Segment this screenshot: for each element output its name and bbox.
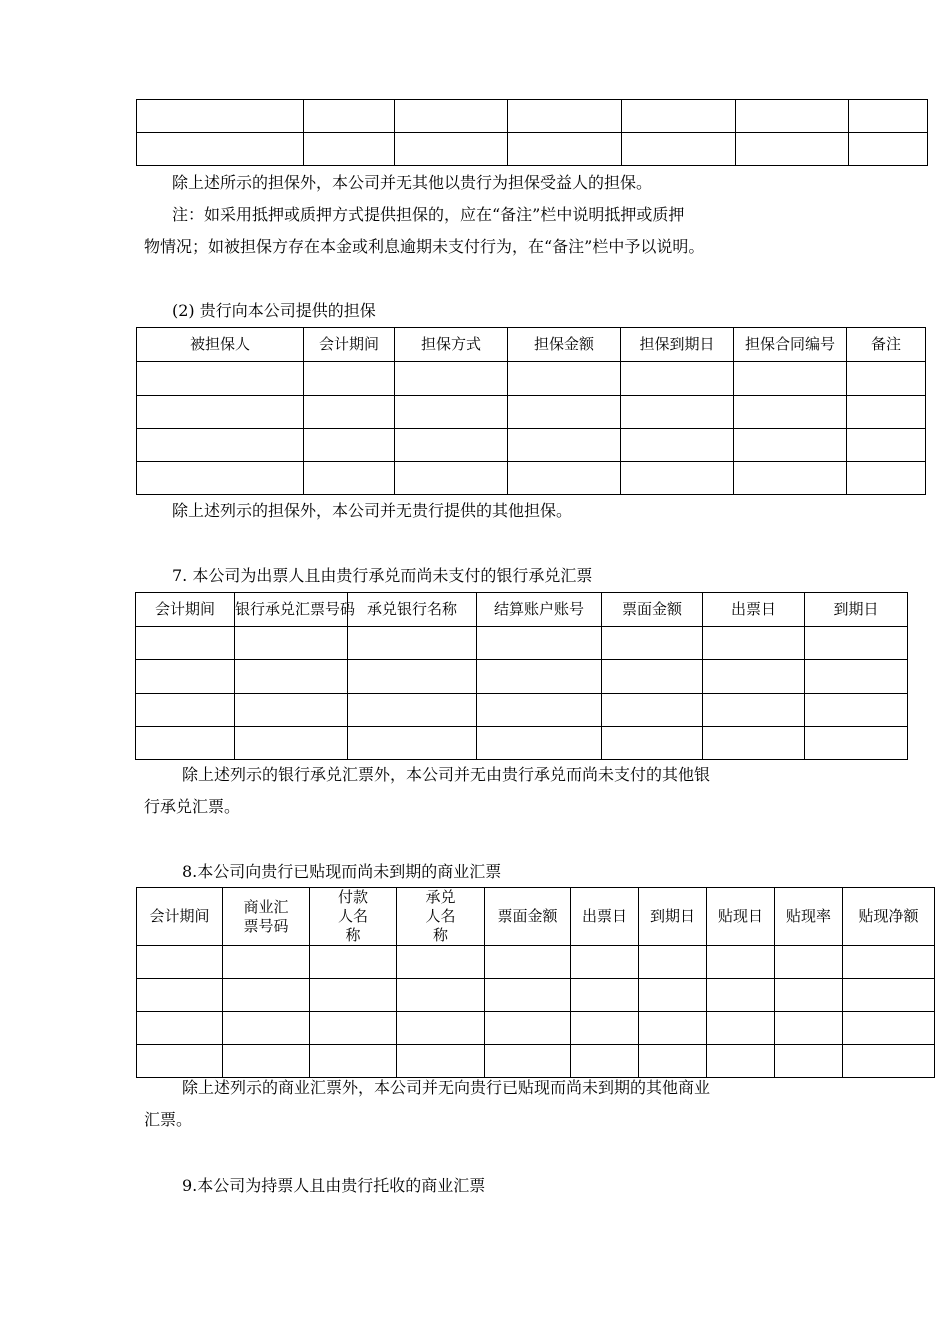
header-cell: 银行承兑汇票号码 [235, 593, 348, 627]
table-header-row [137, 888, 935, 946]
header-cell: 担保方式 [395, 328, 508, 362]
header-cell: 担保到期日 [621, 328, 734, 362]
header-cell: 担保合同编号 [734, 328, 847, 362]
header-cell: 会计期间 [136, 593, 235, 627]
section-7-heading: 7. 本公司为出票人且由贵行承兑而尚未支付的银行承兑汇票 [172, 566, 593, 585]
header-cell: 出票日 [571, 888, 639, 946]
header-cell: 担保金额 [508, 328, 621, 362]
header-cell: 到期日 [639, 888, 707, 946]
header-cell: 票面金额 [602, 593, 703, 627]
section-9-heading: 9.本公司为持票人且由贵行托收的商业汇票 [182, 1176, 486, 1195]
guarantee-footer-text: 除上述列示的担保外，本公司并无贵行提供的其他担保。 [172, 501, 573, 520]
header-cell: 商业汇票号码 [223, 888, 310, 946]
header-cell: 贴现日 [707, 888, 775, 946]
header-cell: 到期日 [805, 593, 908, 627]
header-cell: 付款人名称 [310, 888, 397, 946]
section-8-heading: 8.本公司向贵行已贴现而尚未到期的商业汇票 [182, 862, 502, 881]
header-cell: 贴现净额 [843, 888, 935, 946]
acceptance-footer-line-1: 除上述列示的银行承兑汇票外，本公司并无由贵行承兑而尚未支付的其他银 [182, 765, 711, 784]
table-header-row [136, 593, 908, 627]
discounted-bill-table [136, 887, 935, 1078]
table-row [137, 1045, 935, 1078]
acceptance-footer-line-2: 行承兑汇票。 [144, 797, 241, 816]
table-row [137, 133, 928, 166]
discount-footer-line-2: 汇票。 [144, 1110, 193, 1129]
guarantee-summary-text: 除上述所示的担保外，本公司并无其他以贵行为担保受益人的担保。 [172, 173, 653, 192]
header-cell: 承兑人名称 [397, 888, 485, 946]
table-row [137, 946, 935, 979]
top-continuation-table [136, 99, 928, 166]
table-row [137, 396, 926, 429]
table-header-row [137, 328, 926, 362]
acceptance-bill-table [135, 592, 908, 760]
guarantee-table [136, 327, 926, 495]
discount-footer-line-1: 除上述列示的商业汇票外，本公司并无向贵行已贴现而尚未到期的其他商业 [182, 1078, 711, 1097]
table-row [137, 429, 926, 462]
table-row [136, 660, 908, 694]
note-line-1: 注：如采用抵押或质押方式提供担保的，应在“备注”栏中说明抵押或质押 [172, 205, 685, 224]
header-cell: 被担保人 [137, 328, 304, 362]
header-cell: 承兑银行名称 [348, 593, 477, 627]
table-row [136, 694, 908, 727]
header-cell: 备注 [847, 328, 926, 362]
table-row [137, 1012, 935, 1045]
header-cell: 出票日 [703, 593, 805, 627]
header-cell: 票面金额 [485, 888, 571, 946]
section-guarantee-heading: (2) 贵行向本公司提供的担保 [172, 301, 376, 320]
header-cell: 结算账户账号 [477, 593, 602, 627]
table-row [137, 362, 926, 396]
table-row [137, 462, 926, 495]
table-row [136, 727, 908, 760]
header-cell: 会计期间 [137, 888, 223, 946]
header-cell: 会计期间 [304, 328, 395, 362]
header-cell: 贴现率 [775, 888, 843, 946]
note-line-2: 物情况；如被担保方存在本金或利息逾期未支付行为，在“备注”栏中予以说明。 [144, 237, 705, 256]
table-row [137, 979, 935, 1012]
table-row [137, 100, 928, 133]
table-row [136, 627, 908, 660]
